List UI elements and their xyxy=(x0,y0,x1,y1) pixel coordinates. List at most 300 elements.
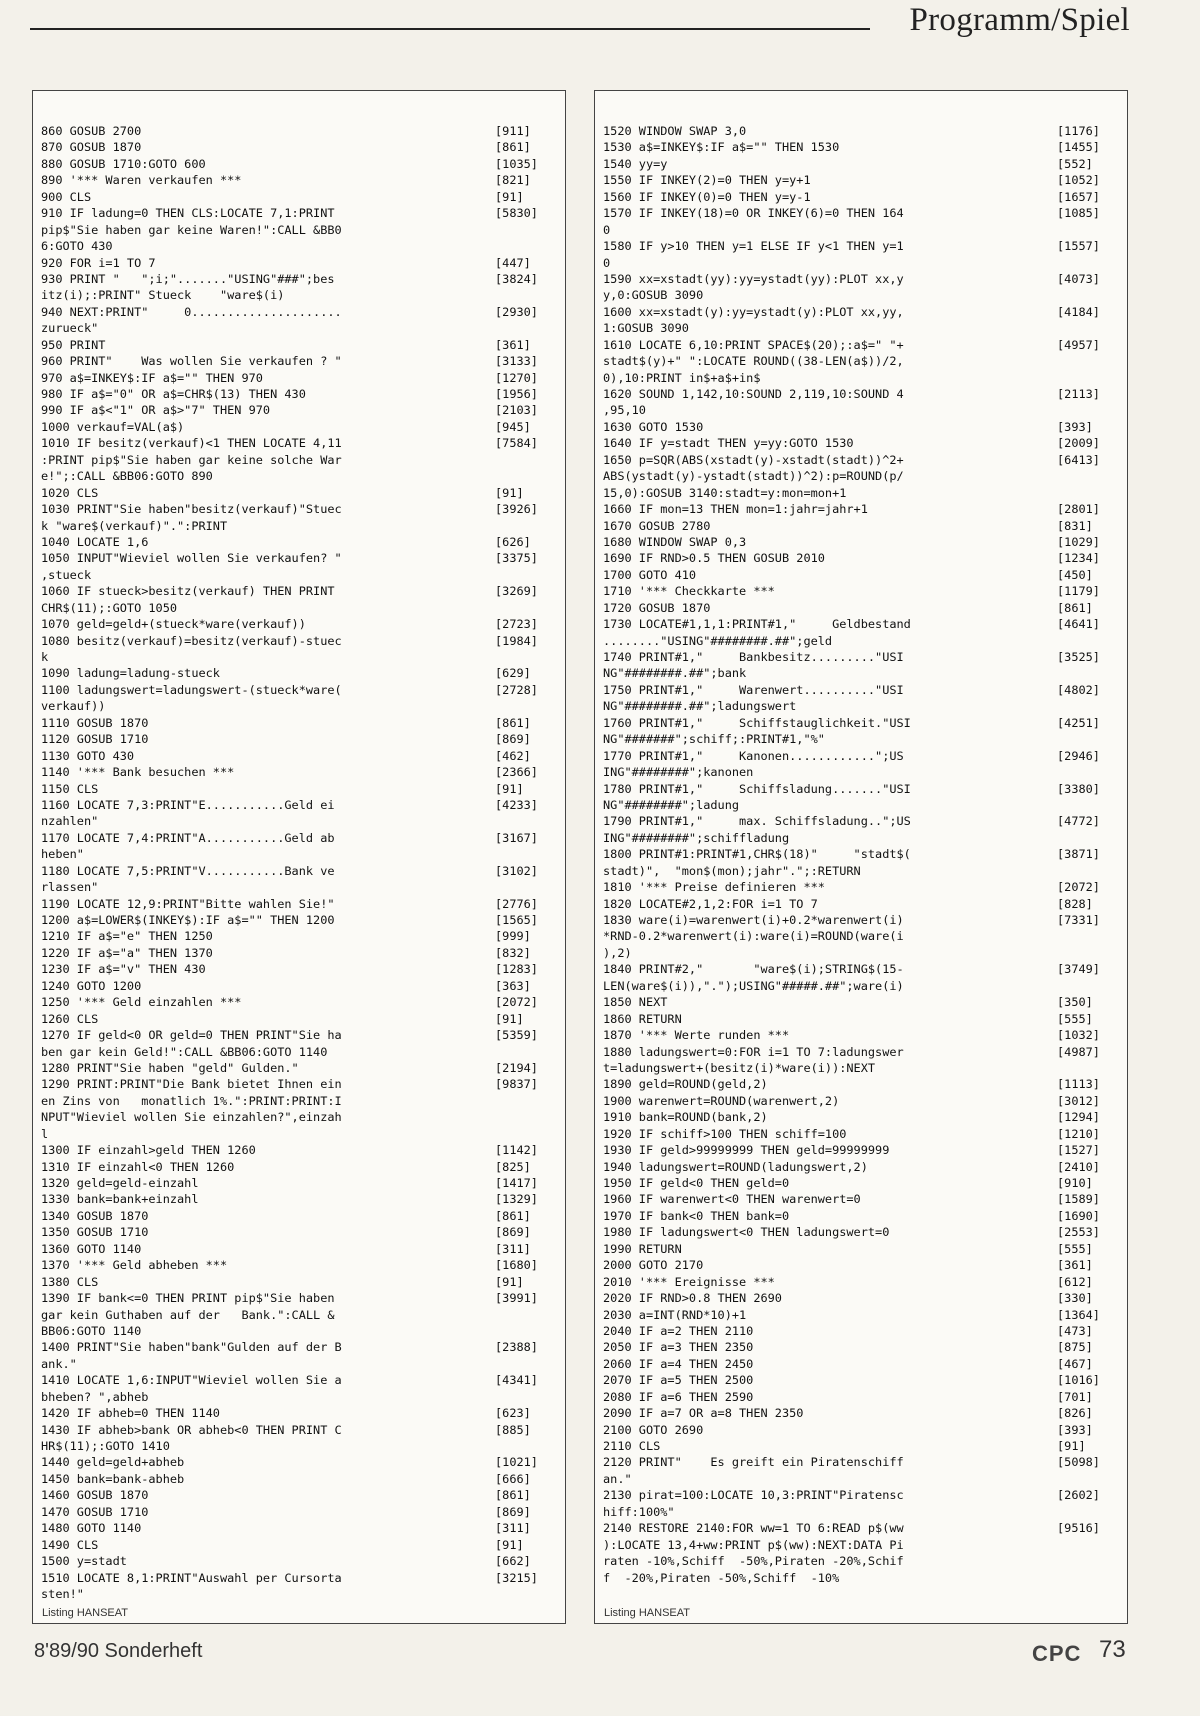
checksum: [861] xyxy=(1057,600,1093,615)
checksum: [885] xyxy=(495,1422,531,1437)
code-text: verkauf)) xyxy=(41,699,106,714)
checksum xyxy=(495,222,557,238)
code-text: 1140 '*** Bank besuchen *** xyxy=(41,765,235,780)
code-line xyxy=(41,978,557,994)
code-text: 1290 PRINT:PRINT"Die Bank bietet Ihnen ein xyxy=(41,1077,342,1092)
checksum: [828] xyxy=(1057,896,1093,911)
checksum xyxy=(1057,370,1119,386)
checksum: [861] xyxy=(495,140,531,155)
code-text: 2030 a=INT(RND*10)+1 xyxy=(603,1307,747,1322)
checksum: [4184] xyxy=(1057,304,1100,319)
checksum: [2930] xyxy=(495,304,538,319)
code-text: 1550 IF INKEY(2)=0 THEN y=y+1 xyxy=(603,173,811,188)
code-line xyxy=(603,1422,1119,1438)
checksum: [91] xyxy=(495,1011,524,1026)
code-text: 1150 CLS xyxy=(41,781,99,796)
listing-caption-left: Listing HANSEAT xyxy=(42,1607,128,1619)
code-line xyxy=(41,370,557,386)
code-line xyxy=(41,1011,557,1027)
code-line xyxy=(603,1076,1119,1092)
code-text: 1750 PRINT#1," Warenwert.........."USI xyxy=(603,682,904,697)
code-line xyxy=(41,205,557,221)
checksum: [350] xyxy=(1057,995,1093,1010)
code-line xyxy=(41,238,557,254)
checksum xyxy=(1057,665,1119,681)
code-line xyxy=(603,1537,1119,1553)
code-text: 1030 PRINT"Sie haben"besitz(verkauf)"Stuec xyxy=(41,502,342,517)
checksum: [701] xyxy=(1057,1389,1093,1404)
code-text: 1570 IF INKEY(18)=0 OR INKEY(6)=0 THEN 164 xyxy=(603,206,904,221)
code-line xyxy=(41,665,557,681)
code-line xyxy=(603,353,1119,369)
code-line xyxy=(41,1356,557,1372)
code-line xyxy=(603,1257,1119,1273)
code-line xyxy=(41,222,557,238)
code-text: 1510 LOCATE 8,1:PRINT"Auswahl per Cursorta xyxy=(41,1570,342,1585)
checksum: [1029] xyxy=(1057,534,1100,549)
code-line xyxy=(41,1438,557,1454)
checksum: [363] xyxy=(495,978,531,993)
code-line xyxy=(41,139,557,155)
code-line xyxy=(41,698,557,714)
code-line xyxy=(603,238,1119,254)
code-line xyxy=(41,156,557,172)
code-text: 1330 bank=bank+einzahl xyxy=(41,1192,199,1207)
code-line xyxy=(41,1142,557,1158)
code-line xyxy=(41,304,557,320)
code-text: 1040 LOCATE 1,6 xyxy=(41,534,149,549)
checksum: [2009] xyxy=(1057,436,1100,451)
code-line xyxy=(41,1060,557,1076)
checksum xyxy=(1057,1553,1119,1569)
checksum xyxy=(1057,1504,1119,1520)
code-line xyxy=(41,534,557,550)
code-line xyxy=(41,1093,557,1109)
code-line xyxy=(603,518,1119,534)
code-line xyxy=(603,1570,1119,1586)
code-text: NG"########.##";bank xyxy=(603,666,747,681)
code-text: 2000 GOTO 2170 xyxy=(603,1258,704,1273)
checksum: [467] xyxy=(1057,1356,1093,1371)
checksum: [869] xyxy=(495,732,531,747)
code-text: 930 PRINT " ";i;"......."USING"###";bes xyxy=(41,271,335,286)
checksum: [1657] xyxy=(1057,189,1100,204)
code-line xyxy=(41,172,557,188)
checksum: [869] xyxy=(495,1504,531,1519)
code-line xyxy=(41,994,557,1010)
code-line xyxy=(41,1323,557,1339)
code-line xyxy=(41,1175,557,1191)
code-text: 1780 PRINT#1," Schiffsladung......."USI xyxy=(603,781,911,796)
checksum xyxy=(1057,945,1119,961)
code-line xyxy=(41,189,557,205)
code-line xyxy=(603,1389,1119,1405)
checksum: [2113] xyxy=(1057,387,1100,401)
code-line xyxy=(41,255,557,271)
code-text: 1730 LOCATE#1,1,1:PRINT#1," Geldbestand xyxy=(603,617,911,632)
code-line xyxy=(603,781,1119,797)
checksum: [861] xyxy=(495,715,531,730)
code-line xyxy=(603,485,1119,501)
code-text: 980 IF a$="0" OR a$=CHR$(13) THEN 430 xyxy=(41,387,306,401)
code-line xyxy=(603,337,1119,353)
checksum: [5359] xyxy=(495,1028,538,1043)
code-text: 2060 IF a=4 THEN 2450 xyxy=(603,1356,754,1371)
code-text: 1740 PRINT#1," Bankbesitz........."USI xyxy=(603,650,904,664)
checksum: [826] xyxy=(1057,1406,1093,1421)
checksum: [825] xyxy=(495,1159,531,1174)
code-text: 2100 GOTO 2690 xyxy=(603,1422,704,1437)
code-line xyxy=(603,255,1119,271)
code-text: 1320 geld=geld-einzahl xyxy=(41,1176,199,1190)
code-text: en Zins von monatlich 1%.":PRINT:PRINT:I xyxy=(41,1093,342,1108)
checksum: [2410] xyxy=(1057,1159,1100,1174)
checksum xyxy=(1057,928,1119,944)
checksum: [6413] xyxy=(1057,452,1100,467)
code-text: 0 xyxy=(603,222,611,237)
code-text: 1640 IF y=stadt THEN y=yy:GOTO 1530 xyxy=(603,436,854,451)
code-line xyxy=(41,1570,557,1586)
code-text: 1390 IF bank<=0 THEN PRINT pip$"Sie haben xyxy=(41,1291,335,1306)
code-text: 1460 GOSUB 1870 xyxy=(41,1488,149,1503)
code-text: bheben? ",abheb xyxy=(41,1389,149,1404)
code-listing-left xyxy=(41,123,557,1602)
code-line xyxy=(603,567,1119,583)
code-line xyxy=(603,1553,1119,1569)
code-text: 1160 LOCATE 7,3:PRINT"E...........Geld ei xyxy=(41,797,335,812)
checksum: [3380] xyxy=(1057,781,1100,796)
header-rule xyxy=(30,28,870,30)
checksum xyxy=(495,287,557,303)
code-text: k "ware$(verkauf)".":PRINT xyxy=(41,518,228,533)
checksum: [911] xyxy=(495,124,531,138)
checksum: [629] xyxy=(495,666,531,681)
code-text: 1240 GOTO 1200 xyxy=(41,978,142,993)
code-line xyxy=(41,715,557,731)
checksum: [875] xyxy=(1057,1340,1093,1355)
code-text: y,0:GOSUB 3090 xyxy=(603,288,704,303)
code-line xyxy=(41,1454,557,1470)
checksum xyxy=(495,649,557,665)
code-line xyxy=(41,961,557,977)
code-text: 1600 xx=xstadt(y):yy=ystadt(y):PLOT xx,yy, xyxy=(603,304,904,319)
listing-caption-right: Listing HANSEAT xyxy=(604,1607,690,1619)
checksum: [1417] xyxy=(495,1176,538,1190)
checksum xyxy=(1057,222,1119,238)
checksum: [3167] xyxy=(495,830,538,845)
checksum xyxy=(495,452,557,468)
code-text: BB06:GOTO 1140 xyxy=(41,1323,142,1338)
code-line xyxy=(41,731,557,747)
checksum: [5830] xyxy=(495,206,538,221)
code-text: 1680 WINDOW SWAP 0,3 xyxy=(603,534,747,549)
code-line xyxy=(603,1339,1119,1355)
code-text: ben gar kein Geld!":CALL &BB06:GOTO 1140 xyxy=(41,1044,328,1059)
code-line xyxy=(41,1208,557,1224)
checksum xyxy=(1057,485,1119,501)
code-text: NPUT"Wieviel wollen Sie einzahlen?",einzah xyxy=(41,1110,342,1125)
checksum xyxy=(1057,1570,1119,1586)
code-text: 1660 IF mon=13 THEN mon=1:jahr=jahr+1 xyxy=(603,502,868,517)
code-line xyxy=(41,682,557,698)
checksum xyxy=(495,813,557,829)
checksum xyxy=(495,1586,557,1602)
checksum: [2072] xyxy=(1057,880,1100,895)
checksum xyxy=(1057,978,1119,994)
code-text: 1980 IF ladungswert<0 THEN ladungswert=0 xyxy=(603,1225,890,1240)
code-text: pip$"Sie haben gar keine Waren!":CALL &BB0 xyxy=(41,222,342,237)
checksum xyxy=(495,1389,557,1405)
code-text: 2120 PRINT" Es greift ein Piratenschiff xyxy=(603,1455,904,1470)
code-line xyxy=(603,156,1119,172)
code-text: ),2) xyxy=(603,945,632,960)
code-line xyxy=(603,698,1119,714)
code-text: ,95,10 xyxy=(603,403,646,418)
checksum: [1176] xyxy=(1057,124,1100,138)
code-text: 1220 IF a$="a" THEN 1370 xyxy=(41,945,213,960)
checksum: [5098] xyxy=(1057,1455,1100,1470)
code-line xyxy=(41,337,557,353)
checksum: [3824] xyxy=(495,271,538,286)
code-text: 1370 '*** Geld abheben *** xyxy=(41,1258,228,1273)
code-line xyxy=(41,1126,557,1142)
code-line xyxy=(603,435,1119,451)
listing-panel-right xyxy=(594,90,1128,1624)
code-line xyxy=(603,1027,1119,1043)
code-text: t=ladungswert+(besitz(i)*ware(i)):NEXT xyxy=(603,1060,876,1075)
code-line xyxy=(41,1553,557,1569)
checksum: [1690] xyxy=(1057,1208,1100,1223)
code-line xyxy=(41,353,557,369)
code-line xyxy=(603,172,1119,188)
checksum: [3926] xyxy=(495,502,538,517)
checksum: [311] xyxy=(495,1241,531,1256)
checksum xyxy=(1057,830,1119,846)
checksum: [662] xyxy=(495,1554,531,1569)
code-line xyxy=(41,583,557,599)
checksum: [861] xyxy=(495,1208,531,1223)
checksum: [3991] xyxy=(495,1291,538,1306)
code-text: 2080 IF a=6 THEN 2590 xyxy=(603,1389,754,1404)
code-line xyxy=(41,468,557,484)
code-line xyxy=(41,649,557,665)
code-text: NG"########.##";ladungswert xyxy=(603,699,797,714)
code-line xyxy=(603,320,1119,336)
checksum xyxy=(1057,1471,1119,1487)
checksum: [3871] xyxy=(1057,847,1100,862)
issue-label: 8'89/90 Sonderheft xyxy=(34,1640,203,1662)
code-line xyxy=(603,994,1119,1010)
code-line xyxy=(603,271,1119,287)
code-text: 0),10:PRINT in$+a$+in$ xyxy=(603,370,761,385)
code-text: 1560 IF INKEY(0)=0 THEN y=y-1 xyxy=(603,189,811,204)
checksum: [4233] xyxy=(495,797,538,812)
code-line xyxy=(603,748,1119,764)
code-text: NG"#######";schiff;:PRINT#1,"%" xyxy=(603,732,825,747)
code-line xyxy=(603,205,1119,221)
code-line xyxy=(41,1109,557,1125)
code-line xyxy=(603,1471,1119,1487)
code-line xyxy=(603,1372,1119,1388)
code-line xyxy=(41,781,557,797)
code-line xyxy=(41,419,557,435)
checksum: [2728] xyxy=(495,682,538,697)
code-text: 1300 IF einzahl>geld THEN 1260 xyxy=(41,1143,256,1158)
checksum: [555] xyxy=(1057,1011,1093,1026)
code-text: 1420 IF abheb=0 THEN 1140 xyxy=(41,1406,220,1421)
checksum: [4251] xyxy=(1057,715,1100,730)
checksum xyxy=(1057,287,1119,303)
checksum: [393] xyxy=(1057,1422,1093,1437)
code-line xyxy=(41,435,557,451)
checksum: [821] xyxy=(495,173,531,188)
checksum: [555] xyxy=(1057,1241,1093,1256)
code-line xyxy=(41,1159,557,1175)
code-line xyxy=(603,813,1119,829)
checksum: [1270] xyxy=(495,370,538,385)
code-text: *RND-0.2*warenwert(i):ware(i)=ROUND(ware(i xyxy=(603,929,904,944)
code-text: 950 PRINT xyxy=(41,337,106,352)
code-text: k xyxy=(41,650,49,664)
checksum: [1085] xyxy=(1057,206,1100,221)
code-line xyxy=(41,567,557,583)
code-text: 1960 IF warenwert<0 THEN warenwert=0 xyxy=(603,1192,861,1207)
code-line xyxy=(603,123,1119,139)
checksum: [1179] xyxy=(1057,584,1100,599)
code-text: 900 CLS xyxy=(41,189,92,204)
code-text: NG"########";ladung xyxy=(603,797,740,812)
checksum xyxy=(495,518,557,534)
checksum xyxy=(495,1093,557,1109)
checksum: [1021] xyxy=(495,1455,538,1470)
code-text: 1760 PRINT#1," Schiffstauglichkeit."USI xyxy=(603,715,911,730)
code-text: 1090 ladung=ladung-stueck xyxy=(41,666,220,681)
code-text: 880 GOSUB 1710:GOTO 600 xyxy=(41,156,206,171)
code-text: stadt$(y)+" ":LOCATE ROUND((38-LEN(a$))/2, xyxy=(603,354,904,369)
code-text: 2110 CLS xyxy=(603,1439,661,1453)
code-text: 890 '*** Waren verkaufen *** xyxy=(41,173,242,188)
code-text: 1830 ware(i)=warenwert(i)+0.2*warenwert(i) xyxy=(603,913,904,927)
checksum: [4987] xyxy=(1057,1044,1100,1059)
checksum: [361] xyxy=(495,337,531,352)
checksum: [3102] xyxy=(495,863,538,878)
code-text: 1180 LOCATE 7,5:PRINT"V...........Bank ve xyxy=(41,863,335,878)
code-line xyxy=(41,863,557,879)
checksum xyxy=(1057,764,1119,780)
code-text: 1790 PRINT#1," max. Schiffsladung..";US xyxy=(603,814,911,829)
code-line xyxy=(603,600,1119,616)
code-text: 6:GOTO 430 xyxy=(41,239,113,254)
checksum: [612] xyxy=(1057,1274,1093,1289)
checksum: [3375] xyxy=(495,551,538,566)
code-line xyxy=(41,830,557,846)
checksum: [4802] xyxy=(1057,682,1100,697)
code-text: 1540 yy=y xyxy=(603,156,668,171)
code-text: :PRINT pip$"Sie haben gar keine solche War xyxy=(41,452,342,467)
code-text: 1080 besitz(verkauf)=besitz(verkauf)-stuec xyxy=(41,633,342,648)
checksum xyxy=(1057,255,1119,271)
code-text: ........"USING"########.##";geld xyxy=(603,633,833,648)
checksum: [1283] xyxy=(495,962,538,977)
code-line xyxy=(603,1454,1119,1470)
code-line xyxy=(41,600,557,616)
code-text: 1400 PRINT"Sie haben"bank"Gulden auf der B xyxy=(41,1340,342,1355)
code-text: 860 GOSUB 2700 xyxy=(41,124,142,138)
code-line xyxy=(603,386,1119,402)
checksum: [3525] xyxy=(1057,650,1100,664)
code-line xyxy=(41,320,557,336)
code-text: ABS(ystadt(y)-ystadt(stadt))^2):p=ROUND(p/ xyxy=(603,469,904,484)
code-text: 1360 GOTO 1140 xyxy=(41,1241,142,1256)
code-line xyxy=(603,1405,1119,1421)
code-line xyxy=(603,797,1119,813)
code-line xyxy=(603,583,1119,599)
code-line xyxy=(41,1422,557,1438)
code-line xyxy=(603,846,1119,862)
code-text: 2090 IF a=7 OR a=8 THEN 2350 xyxy=(603,1406,804,1421)
checksum: [832] xyxy=(495,945,531,960)
code-text: 1630 GOTO 1530 xyxy=(603,419,704,434)
code-line xyxy=(603,830,1119,846)
code-text: 15,0):GOSUB 3140:stadt=y:mon=mon+1 xyxy=(603,485,847,500)
code-text: 1350 GOSUB 1710 xyxy=(41,1225,149,1240)
code-text: heben" xyxy=(41,847,84,862)
code-text: 1770 PRINT#1," Kanonen............";US xyxy=(603,748,904,763)
checksum: [999] xyxy=(495,929,531,944)
checksum: [1210] xyxy=(1057,1126,1100,1141)
checksum: [1032] xyxy=(1057,1028,1100,1043)
code-line xyxy=(603,912,1119,928)
checksum xyxy=(495,879,557,895)
code-line xyxy=(603,452,1119,468)
checksum: [1557] xyxy=(1057,239,1100,254)
checksum xyxy=(495,567,557,583)
code-text: 1120 GOSUB 1710 xyxy=(41,732,149,747)
code-line xyxy=(41,912,557,928)
code-text: 1210 IF a$="e" THEN 1250 xyxy=(41,929,213,944)
code-text: nzahlen" xyxy=(41,814,99,829)
code-line xyxy=(603,1290,1119,1306)
code-line xyxy=(603,1126,1119,1142)
checksum: [9837] xyxy=(495,1077,538,1092)
checksum: [393] xyxy=(1057,419,1093,434)
checksum: [1956] xyxy=(495,387,538,401)
checksum xyxy=(495,1044,557,1060)
code-line xyxy=(603,1241,1119,1257)
code-text: 1920 IF schiff>100 THEN schiff=100 xyxy=(603,1126,847,1141)
checksum: [869] xyxy=(495,1225,531,1240)
code-text: 1910 bank=ROUND(bank,2) xyxy=(603,1110,768,1125)
code-text: 1970 IF bank<0 THEN bank=0 xyxy=(603,1208,790,1223)
code-line xyxy=(41,271,557,287)
code-line xyxy=(603,1208,1119,1224)
checksum: [462] xyxy=(495,748,531,763)
code-text: ,stueck xyxy=(41,567,92,582)
code-line xyxy=(603,1487,1119,1503)
code-line xyxy=(603,1109,1119,1125)
code-line xyxy=(603,896,1119,912)
checksum: [1984] xyxy=(495,633,538,648)
code-text: 1670 GOSUB 2780 xyxy=(603,518,711,533)
code-line xyxy=(41,452,557,468)
checksum: [3133] xyxy=(495,354,538,369)
code-text: 1440 geld=geld+abheb xyxy=(41,1455,185,1470)
code-line xyxy=(603,633,1119,649)
code-line xyxy=(41,1504,557,1520)
code-text: 2020 IF RND>0.8 THEN 2690 xyxy=(603,1291,782,1306)
checksum: [4341] xyxy=(495,1373,538,1388)
code-line xyxy=(41,1537,557,1553)
